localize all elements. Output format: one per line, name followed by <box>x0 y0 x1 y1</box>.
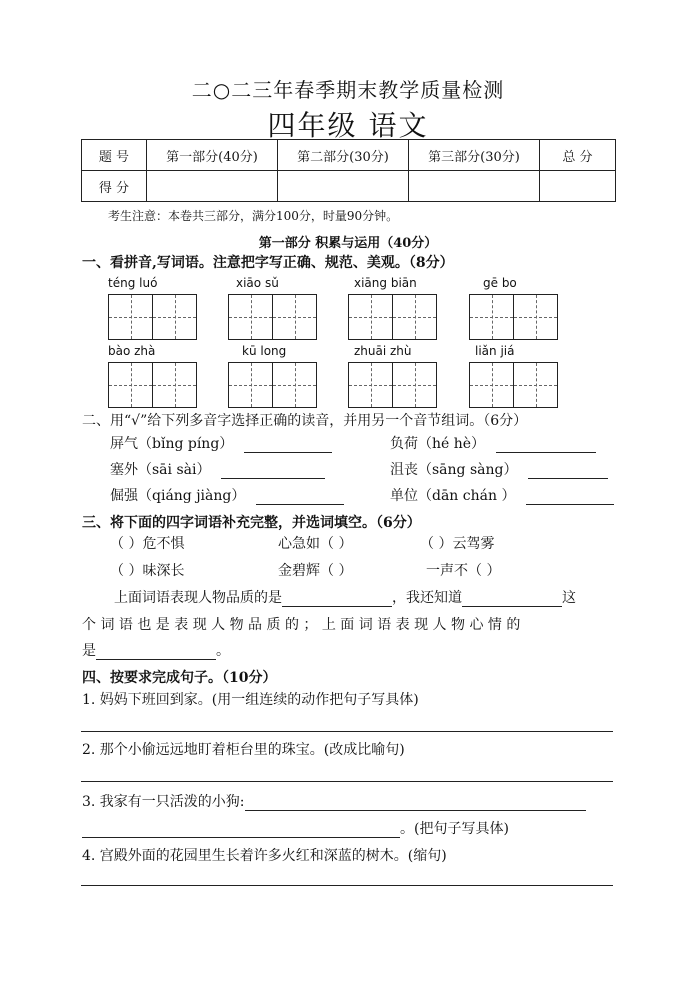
answer-blank[interactable] <box>528 462 608 479</box>
answer-blank[interactable] <box>244 436 332 453</box>
q3-text-line: 个 词 语 也 是 表 现 人 物 品 质 的 ； 上 面 词 语 表 现 人 物 心 情 的 <box>82 617 521 633</box>
q4-sentence: 3. 我家有一只活泼的小狗: <box>82 794 245 810</box>
polyphone-item <box>110 433 332 453</box>
write-box[interactable] <box>348 362 393 408</box>
score-cell: 第二部分(30分) <box>278 140 409 171</box>
polyphone-item <box>110 485 344 505</box>
answer-blank[interactable] <box>282 590 392 607</box>
q4-sentence: 4. 宫殿外面的花园里生长着许多火红和深蓝的树木。(缩句) <box>82 848 447 864</box>
write-box[interactable] <box>392 362 437 408</box>
score-table <box>81 139 616 202</box>
idiom-item[interactable]: 心急如（ ） <box>278 536 353 552</box>
answer-blank[interactable] <box>96 643 216 660</box>
q2-title: 二、用“√”给下列多音字选择正确的读音，并用另一个音节组词。（6分） <box>82 413 528 429</box>
polyphone-text: 负荷（hé hè） <box>390 436 486 452</box>
write-box[interactable] <box>272 294 317 340</box>
score-blank[interactable] <box>147 171 278 202</box>
answer-line[interactable] <box>81 781 613 782</box>
q3-text: 上面词语表现人物品质的是 <box>114 590 282 606</box>
answer-blank[interactable] <box>462 590 562 607</box>
score-blank[interactable] <box>540 171 616 202</box>
write-box[interactable] <box>348 294 393 340</box>
write-box[interactable] <box>272 362 317 408</box>
q3-fill-sentence <box>114 587 576 607</box>
q3-text: ，我还知道 <box>392 590 462 606</box>
write-box[interactable] <box>108 362 153 408</box>
polyphone-item <box>390 433 596 453</box>
polyphone-item <box>110 459 325 479</box>
idiom-item[interactable]: 金碧辉（ ） <box>278 563 353 579</box>
q3-fill-line <box>82 640 230 660</box>
polyphone-item <box>390 485 614 505</box>
score-blank[interactable] <box>409 171 540 202</box>
write-box[interactable] <box>469 362 514 408</box>
score-cell: 第一部分(40分) <box>147 140 278 171</box>
polyphone-text: 屏气（bǐng píng） <box>110 436 234 452</box>
polyphone-text: 倔强（qiáng jiàng） <box>110 488 246 504</box>
polyphone-text: 单位（dān chán ） <box>390 488 516 504</box>
score-cell: 题 号 <box>82 140 147 171</box>
write-box[interactable] <box>513 294 558 340</box>
answer-line[interactable] <box>81 885 613 886</box>
write-box[interactable] <box>228 362 273 408</box>
q1-title: 一、看拼音,写词语。注意把字写正确、规范、美观。（8分） <box>82 255 454 271</box>
q4-sentence: 2. 那个小偷远远地盯着柜台里的珠宝。(改成比喻句) <box>82 742 405 758</box>
q4-sentence-3 <box>82 791 586 811</box>
score-value-row <box>82 171 616 202</box>
idiom-item[interactable]: （ ）味深长 <box>110 563 185 579</box>
pinyin-label: xiāng biān <box>354 276 417 290</box>
score-cell: 总 分 <box>540 140 616 171</box>
pinyin-label: téng luó <box>108 276 158 290</box>
pinyin-label: gē bo <box>483 276 517 290</box>
write-box[interactable] <box>228 294 273 340</box>
pinyin-label: xiāo sǔ <box>236 276 279 290</box>
q3-text: 这 <box>562 590 576 606</box>
write-box[interactable] <box>108 294 153 340</box>
pinyin-label: kū long <box>242 344 287 358</box>
polyphone-text: 沮丧（sāng sàng） <box>390 462 518 478</box>
idiom-item[interactable]: 一声不（ ） <box>426 563 501 579</box>
polyphone-item <box>390 459 608 479</box>
subject-title: 四年级 语文 <box>267 109 429 142</box>
answer-blank[interactable] <box>221 462 325 479</box>
q3-text: 是 <box>82 643 96 659</box>
pinyin-label: bào zhà <box>108 344 156 358</box>
write-box[interactable] <box>392 294 437 340</box>
q3-title: 三、将下面的四字词语补充完整，并选词填空。（6分） <box>82 515 421 531</box>
q4-sentence: 。(把句子写具体) <box>400 821 509 837</box>
answer-blank[interactable] <box>256 488 344 505</box>
write-box[interactable] <box>513 362 558 408</box>
q4-title: 四、按要求完成句子。（10分） <box>82 670 277 686</box>
answer-blank[interactable] <box>82 821 400 838</box>
score-label: 得 分 <box>82 171 147 202</box>
answer-line[interactable] <box>81 731 613 732</box>
score-cell: 第三部分(30分) <box>409 140 540 171</box>
part1-title: 第一部分 积累与运用（40分） <box>258 236 438 251</box>
answer-blank[interactable] <box>526 488 614 505</box>
q3-text: 。 <box>216 643 230 659</box>
pinyin-label: liǎn jiá <box>475 344 515 358</box>
write-box[interactable] <box>152 362 197 408</box>
notice: 考生注意：本卷共三部分，满分100分，时量90分钟。 <box>108 209 399 223</box>
idiom-item[interactable]: （ ）云驾雾 <box>420 536 495 552</box>
score-header-row <box>82 140 616 171</box>
answer-blank[interactable] <box>496 436 596 453</box>
q4-sentence: 1. 妈妈下班回到家。(用一组连续的动作把句子写具体) <box>82 692 419 708</box>
idiom-item[interactable]: （ ）危不惧 <box>110 536 185 552</box>
polyphone-text: 塞外（sāi sài） <box>110 462 211 478</box>
pinyin-label: zhuāi zhù <box>354 344 412 358</box>
write-box[interactable] <box>152 294 197 340</box>
exam-title: 二○二三年春季期末教学质量检测 <box>191 78 505 102</box>
q4-sentence-3-tail <box>82 818 509 838</box>
score-blank[interactable] <box>278 171 409 202</box>
answer-blank[interactable] <box>245 794 586 811</box>
write-box[interactable] <box>469 294 514 340</box>
